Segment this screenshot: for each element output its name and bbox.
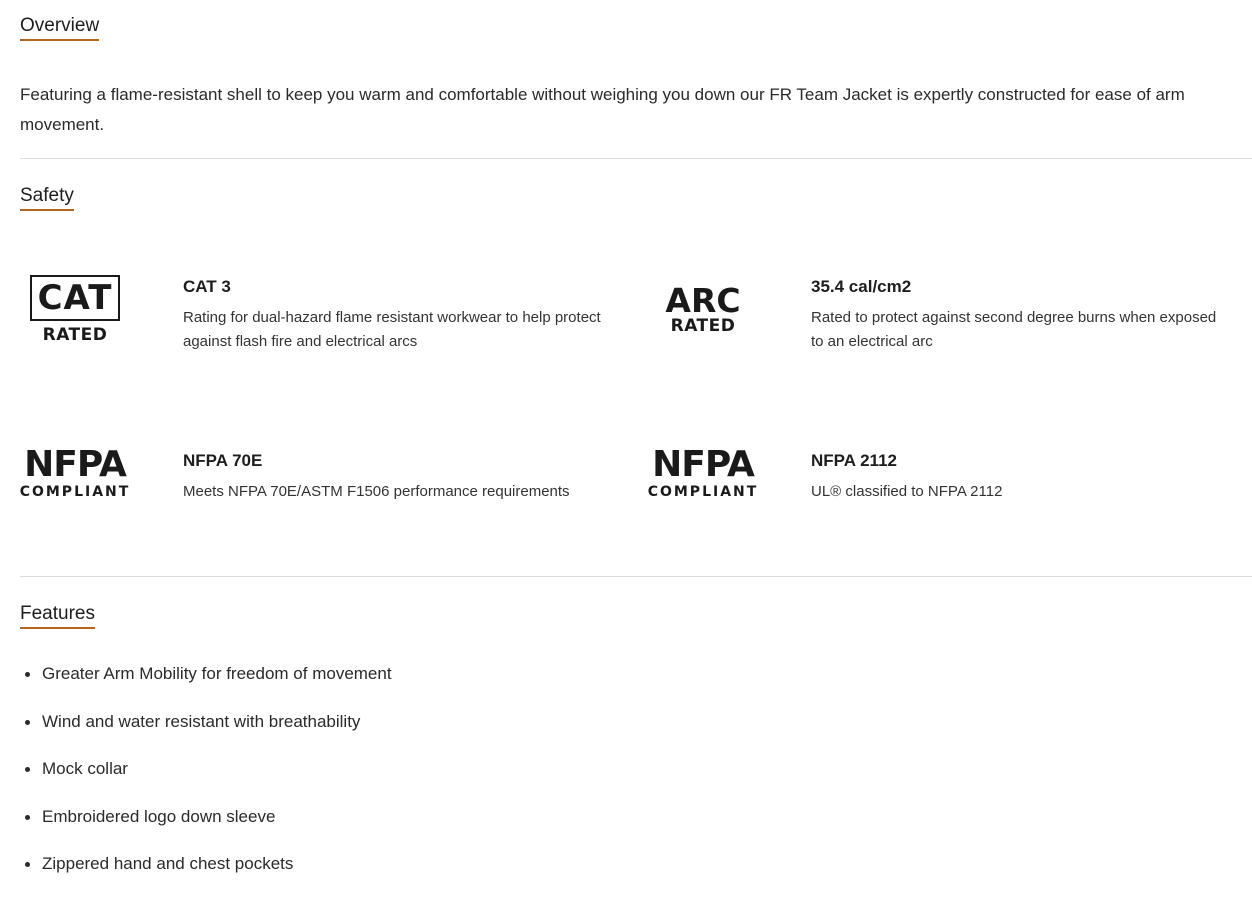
safety-item-arc-rating: [648, 276, 1248, 376]
features-heading: Features: [20, 603, 95, 629]
list-item: [20, 854, 392, 902]
safety-item-description: UL® classified to NFPA 2112: [811, 483, 1003, 500]
overview-section: [20, 15, 1252, 45]
feature-text: Mock collar: [42, 759, 128, 778]
features-section: [20, 603, 1252, 633]
safety-item-title: CAT 3: [183, 277, 231, 296]
bullet-icon: [25, 720, 30, 725]
badge-bottom-text: COMPLIANT: [19, 484, 131, 500]
overview-heading: Overview: [20, 15, 99, 41]
safety-item-title: NFPA 70E: [183, 451, 263, 470]
badge-bottom-text: COMPLIANT: [647, 484, 759, 500]
feature-text: Embroidered logo down sleeve: [42, 806, 276, 826]
feature-text: Zippered hand and chest pockets: [42, 854, 294, 873]
list-item: [20, 712, 392, 760]
safety-item-description: Rated to protect against second degree burns when exposed to an electrical arc: [811, 309, 1217, 350]
badge-top-text: ARC: [665, 281, 741, 320]
feature-text: Wind and water resistant with breathability: [42, 711, 361, 731]
badge-top-text: CAT: [30, 275, 121, 321]
badge-top-text: NFPA: [652, 444, 754, 485]
list-item: [20, 807, 392, 855]
feature-text: Greater Arm Mobility for freedom of movement: [42, 664, 392, 683]
overview-text: Featuring a flame-resistant shell to keep you warm and comfortable without weighing you down our FR Team Jacket is expertly constructed for ease of arm movement.: [20, 85, 1185, 134]
nfpa-compliant-badge-icon: [20, 434, 130, 514]
section-divider: [20, 576, 1252, 577]
bullet-icon: [25, 767, 30, 772]
list-item: [20, 759, 392, 807]
safety-item-nfpa-2112: [647, 444, 1248, 550]
safety-item-title: NFPA 2112: [811, 451, 897, 470]
cat-rated-badge-icon: [20, 270, 130, 350]
safety-item-cat-rating: [20, 276, 620, 376]
badge-top-text: NFPA: [24, 444, 126, 485]
section-divider: [20, 158, 1252, 159]
badge-bottom-text: RATED: [42, 325, 108, 345]
bullet-icon: [25, 672, 30, 677]
safety-item-description: Meets NFPA 70E/ASTM F1506 performance requirements: [183, 483, 570, 500]
bullet-icon: [25, 862, 30, 867]
safety-heading: Safety: [20, 185, 74, 211]
features-list: [20, 664, 392, 902]
safety-section: [20, 185, 1252, 215]
nfpa-compliant-badge-icon: [648, 434, 758, 514]
bullet-icon: [25, 815, 30, 820]
list-item: [20, 664, 392, 712]
arc-rated-badge-icon: [648, 270, 758, 350]
safety-item-title: 35.4 cal/cm2: [811, 277, 912, 296]
badge-bottom-text: RATED: [670, 316, 736, 336]
safety-item-nfpa-70e: [19, 444, 620, 550]
safety-item-description: Rating for dual-hazard flame resistant workwear to help protect against flash fire and electrical arcs: [183, 309, 601, 350]
